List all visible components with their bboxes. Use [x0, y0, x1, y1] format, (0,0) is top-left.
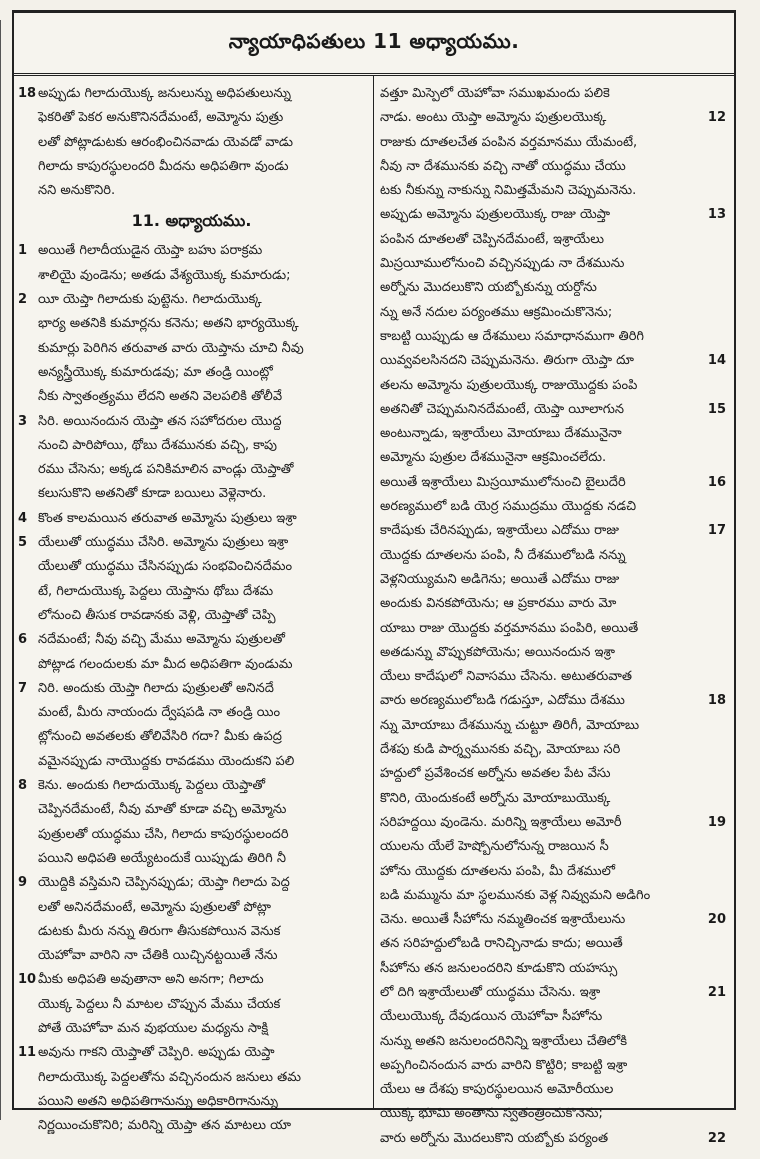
line-text: నీకు స్వాతంత్ర్యము లేదని అతని వెలపలికి తోలీవే — [38, 389, 283, 405]
line-text: పోతే యెహోవా మన వుభయుల మధ్యను సాక్షి — [38, 1020, 269, 1036]
line-text: వారు అరణ్యములోబడి గడుస్తూ, ఎదోము దేశము — [380, 693, 625, 709]
line-text: టకు నీకున్ను నాకున్ను నిమిత్తమేమని చెప్పుమనెను. — [380, 183, 637, 199]
text-line — [18, 482, 365, 506]
line-text: నీవు నా దేశమునకు వచ్చి నాతో యుద్ధము చేయు — [380, 158, 626, 174]
line-text: యేలుతో యుద్ధము చేసిరి. అమ్మోను పుత్రులు ఇశ్రా — [38, 535, 289, 551]
text-line — [18, 1066, 365, 1090]
line-text: గిలాదుయొక్క పెద్దలతోను వచ్చినందున జనులు తమ — [38, 1069, 301, 1085]
text-line — [380, 252, 726, 276]
text-line — [18, 798, 365, 822]
verse-number: 9 — [18, 875, 28, 891]
line-text: శాలియై వుండెను; అతడు వేశ్యయొక్క కుమారుడు; — [38, 267, 291, 283]
line-text: పుత్రులతో యుద్ధము చేసి, గిలాదు కాపురస్థులందరి — [38, 826, 289, 842]
line-text: అప్పుడు గిలాదుయొక్క జనులున్ను అధిపతులున్ను — [38, 86, 291, 101]
text-line — [18, 531, 365, 555]
line-text: ట్లోనుంచి అవతలకు తోలివేసిరి గదా? మీకు ఉపద్ర — [38, 729, 282, 745]
text-line — [380, 835, 726, 859]
text-line — [18, 555, 365, 579]
line-text: అరణ్యములో బడి యెర్ర సముద్రము యొద్దకు నడచి — [380, 499, 637, 515]
verse-number: 18 — [707, 693, 726, 709]
line-text: కాదేషుకు చేరినప్పుడు, ఇశ్రాయేలు ఎదోము రాజు — [380, 523, 619, 539]
text-line — [380, 738, 726, 762]
verse-number: 20 — [707, 912, 726, 928]
line-text: యివ్వవలసినదని చెప్పుమనెను. తిరుగా యెప్తా దూ — [380, 353, 634, 369]
page-margin-edge — [0, 20, 11, 1120]
text-line — [380, 179, 726, 203]
text-line — [380, 568, 726, 592]
line-text: నిర్ణయించుకొనిరి; మరిన్ని యెప్తా తన మాటలు యా — [38, 1118, 292, 1134]
text-line — [380, 325, 726, 349]
text-line — [380, 617, 726, 641]
text-line — [380, 884, 726, 908]
text-line — [380, 957, 726, 981]
text-line — [18, 823, 365, 847]
text-line — [380, 932, 726, 956]
text-line — [380, 689, 726, 713]
text-line — [18, 725, 365, 749]
line-text: కొంత కాలమయిన తరువాత అమ్మోను పుత్రులు ఇశ్రా — [38, 510, 297, 526]
text-line — [380, 860, 726, 884]
text-line — [380, 301, 726, 325]
text-line — [18, 774, 365, 798]
text-line — [18, 701, 365, 725]
verse-number: 18 — [18, 86, 37, 101]
text-line — [18, 385, 365, 409]
text-line — [380, 787, 726, 811]
text-line — [18, 847, 365, 871]
text-line — [380, 908, 726, 932]
line-text: అయితే గిలాదీయుడైన యెప్తా బహు పరాక్రమ — [38, 243, 263, 259]
line-text: నున్ను అతని జనులందరినిన్ని ఇశ్రాయేలు చేతిలోకి — [380, 1033, 627, 1049]
verse-number: 8 — [18, 778, 28, 794]
line-text: బడి మమ్మును మా స్థలమునకు వెళ్ల నివ్వుమని అడిగిం — [380, 887, 651, 903]
line-text: లతో అనినదేమంటే, అమ్మోను పుత్రులతో పోట్లా — [38, 899, 271, 915]
text-line — [18, 1090, 365, 1114]
verse-number: 10 — [18, 972, 37, 988]
line-text: నని అనుకొనిరి. — [38, 183, 116, 199]
text-line — [380, 1078, 726, 1102]
text-line — [380, 374, 726, 398]
text-line — [18, 264, 365, 288]
verse-number: 22 — [707, 1130, 726, 1146]
verse-number: 12 — [707, 110, 726, 126]
text-columns — [14, 76, 734, 1146]
text-line — [18, 131, 365, 155]
verse-number: 7 — [18, 680, 28, 696]
line-text: యేలు ఆ దేశపు కాపురస్థులయిన అమోరీయుల — [380, 1082, 614, 1098]
text-line — [18, 239, 365, 263]
text-line — [18, 944, 365, 968]
line-text: న్ను మోయాబు దేశమున్ను చుట్టూ తిరిగీ, మోయాబు — [380, 717, 640, 733]
line-text: లతో పోట్లాడుటకు ఆరంభించినవాడు యెవడో వాడు — [38, 134, 294, 150]
text-line — [380, 1030, 726, 1054]
page-title: న్యాయాధిపతులు 11 అధ్యాయము. — [14, 13, 734, 76]
text-line — [380, 592, 726, 616]
line-text: అతనితో చెప్పుమనినదేమంటే, యెప్తా యీలాగున — [380, 401, 624, 417]
line-text: అప్పగించినందున వారు వారిని కొట్టిరి; కాబట్టి ఇశ్రా — [380, 1057, 628, 1073]
line-text: అర్నోను మొదలుకొని యబ్బోకున్ను యర్దోను — [380, 280, 597, 296]
text-line — [380, 714, 726, 738]
line-text: సీహోను తన జనులందరిని కూడుకొని యహస్సు — [380, 960, 618, 976]
line-text: సిరి. అయినందున యెప్తా తన సహోదరుల యొద్ద — [38, 413, 282, 429]
text-line — [18, 993, 365, 1017]
line-text: రాజుకు దూతలచేత పంపిన వర్తమానము యేమంటే, — [380, 134, 638, 150]
line-text: అప్పుడు అమ్మోను పుత్రులయొక్క రాజు యెప్తా — [380, 207, 611, 223]
text-line — [18, 677, 365, 701]
line-text: కెను. అందుకు గిలాదుయొక్క పెద్దలు యెప్తాతో — [38, 778, 266, 794]
line-text: యొద్దకు దూతలను పంపి, నీ దేశములోబడి నన్ను — [380, 547, 626, 563]
text-line — [380, 349, 726, 373]
line-text: యేలు కాదేషులో నివాసము చేసెను. అటుతరువాత — [380, 669, 633, 685]
text-line — [380, 762, 726, 786]
text-line — [18, 653, 365, 677]
text-line — [18, 628, 365, 652]
line-text: టే, గిలాదుయొక్క పెద్దలు యెప్తాను థోబు దేశమ — [38, 583, 274, 599]
line-text: పోట్లాడ గలందులకు మా మీద అధిపతిగా వుండుమ — [38, 656, 293, 672]
line-text: నాడు. అంటు యెప్తా అమ్మోను పుత్రులయొక్క — [380, 110, 607, 126]
text-line — [18, 179, 365, 203]
line-text: వమైనప్పుడు నాయొద్దకు రావడము యెందుకని పలి — [38, 753, 295, 769]
line-text: అమ్మోను పుత్రుల దేశమునైనా ఆక్రమించలేదు. — [380, 450, 607, 466]
text-line — [380, 106, 726, 130]
text-line — [18, 361, 365, 385]
text-line — [380, 276, 726, 300]
text-line — [380, 1005, 726, 1029]
verse-number: 3 — [18, 413, 28, 429]
verse-number: 1 — [18, 243, 28, 259]
line-text: మీకు అధిపతి అవుతానా అని అనగా; గిలాదు — [38, 972, 264, 988]
verse-number: 14 — [707, 353, 726, 369]
line-text: కాబట్టి యిప్పుడు ఆ దేశములు సమాధానముగా తిరిగి — [380, 328, 645, 344]
text-line — [18, 410, 365, 434]
line-text: తన సరిహద్దులోబడి రానిచ్చినాడు కాదు; అయితే — [380, 936, 623, 952]
line-text: వెళ్లనియ్యుమని అడిగెను; అయితే ఎదోము రాజు — [380, 571, 620, 587]
text-line — [18, 1017, 365, 1041]
line-text: అంటున్నాడు, ఇశ్రాయేలు మోయాబు దేశమునైనా — [380, 426, 622, 442]
text-line — [18, 458, 365, 482]
verse-number: 6 — [18, 632, 28, 648]
text-line — [380, 131, 726, 155]
text-line — [380, 495, 726, 519]
line-text: యేలుయొక్క దేవుడయిన యెహోవా సీహోను — [380, 1009, 603, 1025]
text-line — [18, 106, 365, 130]
line-text: అతడున్ను వొప్పుకపోయెను; అయినందున ఇశ్రా — [380, 644, 615, 660]
text-line — [380, 544, 726, 568]
line-text: యులను యేలే హెష్బోనులోనున్న రాజయిన సీ — [380, 839, 609, 855]
text-line — [18, 968, 365, 992]
line-text: యొక్క పెద్దలు నీ మాటల చొప్పున మేము చేయక — [38, 996, 281, 1012]
verse-number: 2 — [18, 292, 28, 308]
text-line — [380, 228, 726, 252]
line-text: డుటకు మీరు నన్ను తిరుగా తీసుకపోయిన వెనుక — [38, 923, 281, 939]
line-text: హోను యొద్దకు దూతలను పంపి, మీ దేశములో — [380, 863, 615, 879]
text-line — [18, 155, 365, 179]
line-text: నదేమంటే; నీవు వచ్చి మేము అమ్మోను పుత్రులతో — [38, 632, 285, 648]
text-line — [380, 1102, 726, 1126]
text-line — [380, 422, 726, 446]
text-line — [18, 920, 365, 944]
line-text: నుంచి పారిపోయి, థోబు దేశమునకు వచ్చి, కాపు — [38, 437, 277, 453]
text-line — [380, 446, 726, 470]
text-line — [380, 1127, 726, 1151]
verse-number: 13 — [707, 207, 726, 223]
line-text: యేలుతో యుద్ధము చేసినప్పుడు సంభవించినదేమం — [38, 559, 293, 575]
text-line — [18, 750, 365, 774]
text-line — [380, 641, 726, 665]
text-line — [380, 519, 726, 543]
line-text: పయిని అతని అధిపతిగానున్ను అధికారిగానున్ను — [38, 1093, 279, 1109]
chapter-heading: 11. అధ్యాయము. — [131, 211, 252, 231]
verse-number: 17 — [707, 523, 726, 539]
line-text: భార్య అతనికి కుమార్లను కనెను; అతని భార్యయొక్క — [38, 316, 299, 332]
verse-number: 15 — [707, 401, 726, 417]
text-line — [18, 288, 365, 312]
line-text: నిరి. అందుకు యెప్తా గిలాదు పుత్రులతో అనినదే — [38, 680, 274, 696]
verse-number: 16 — [707, 474, 726, 490]
book-page — [12, 10, 736, 1146]
text-line — [18, 1114, 365, 1138]
line-text: యెహోవా వారిని నా చేతికి యిచ్చినట్టయితే నేను — [38, 948, 278, 964]
line-text: కలుసుకొని అతనితో కూడా బయిలు వెళ్లెనారు. — [38, 486, 267, 502]
line-text: అవును గాకని యెప్తాతో చెప్పిరి. అప్పుడు యెప్తా — [38, 1045, 275, 1061]
line-text: యొద్దికి వస్తిమని చెప్పినప్పుడు; యెప్తా గిలాదు పెద్ద — [38, 875, 290, 891]
text-line — [18, 580, 365, 604]
text-line — [380, 471, 726, 495]
line-text: ఫెకరితో పెకర అనుకొనినదేమంటే, అమ్మోను పుత్రు — [38, 110, 284, 126]
text-line — [380, 665, 726, 689]
line-text: పంపిన దూతలతో చెప్పినదేమంటే, ఇశ్రాయేలు — [380, 231, 604, 247]
text-line — [18, 337, 365, 361]
line-text: యొక్క భూమి అంతాను స్వతంత్రించుకొనెను; — [380, 1106, 603, 1122]
line-text: తలను అమ్మోను పుత్రులయొక్క రాజుయొద్దకు పంపి — [380, 377, 638, 393]
line-text: లోనుంచి తీసుక రావడానకు వెళ్లి, యెప్తాతో చెప్పి — [38, 607, 276, 623]
text-line — [18, 507, 365, 531]
line-text: అందుకు వినకపోయెను; ఆ ప్రకారము వారు మో — [380, 596, 617, 612]
text-line — [18, 434, 365, 458]
text-line — [18, 1041, 365, 1065]
text-line — [380, 398, 726, 422]
line-text: చెప్పినదేమంటే, నీవు మాతో కూడా వచ్చి అమ్మోను — [38, 802, 287, 818]
verse-number: 19 — [707, 814, 726, 830]
text-line — [18, 82, 365, 106]
text-line — [18, 896, 365, 920]
line-text: మిస్రయీములోనుంచి వచ్చినప్పుడు నా దేశమును — [380, 256, 625, 272]
text-line — [380, 203, 726, 227]
line-text: వత్తూ మిస్పెలో యెహోవా సముఖమందు పలికె — [380, 86, 610, 101]
line-text: కొనిరి, యెందుకంటే అర్నోను మోయాబుయొక్క — [380, 790, 611, 806]
left-column — [14, 76, 374, 1134]
line-text: అయితే ఇశ్రాయేలు మిస్రయీములోనుంచి బైలుదేరి — [380, 474, 626, 490]
verse-number: 21 — [707, 984, 726, 1000]
line-text: చెను. అయితే సీహోను నమ్మతించక ఇశ్రాయేలును — [380, 912, 626, 928]
text-line — [18, 312, 365, 336]
line-text: గిలాదు కాపురస్థులందరి మీదను అధిపతిగా వుండు — [38, 158, 289, 174]
line-text: కుమార్లు పెరిగిన తరువాత వారు యెప్తాను చూచి నీవు — [38, 340, 304, 356]
verse-number: 4 — [18, 510, 28, 526]
text-line — [380, 82, 726, 106]
line-text: లో దిగి ఇశ్రాయేలుతో యుద్ధము చేసెను. ఇశ్రా — [380, 984, 601, 1000]
line-text: మంటే, మీరు నాయందు ద్వేషపడి నా తండ్రి యిం — [38, 705, 281, 721]
line-text: వారు అర్నోను మొదలుకొని యబ్బోకు పర్యంత — [380, 1130, 609, 1146]
text-line — [380, 811, 726, 835]
line-text: రము చేసెను; అక్కడ పనికిమాలిన వాండ్లు యెప్తాతో — [38, 462, 294, 478]
text-line — [380, 981, 726, 1005]
line-text: హద్దులో ప్రవేశించక అర్నోను అవతల పేట వేసు — [380, 766, 611, 782]
text-line — [380, 155, 726, 179]
text-line — [18, 871, 365, 895]
line-text: పయిని అధిపతి అయ్యేటందుకే యిప్పుడు తిరిగి నీ — [38, 850, 286, 866]
line-text: న్ను అనే నదుల పర్యంతము ఆక్రమించుకొనెను; — [380, 304, 613, 320]
verse-number: 11 — [18, 1045, 37, 1061]
line-text: దేశపు కుడి పార్శ్వమునకు వచ్చి, మోయాబు సరి — [380, 742, 621, 758]
line-text: సరిహద్దయి వుండెను. మరిన్ని ఇశ్రాయేలు అమోరీ — [380, 814, 622, 830]
line-text: అన్యస్త్రీయొక్క కుమారుడవు; మా తండ్రి యింట్లో — [38, 364, 273, 380]
right-column — [374, 76, 734, 1146]
line-text: యీ యెప్తా గిలాదుకు పుట్టెను. గిలాదుయొక్క — [38, 292, 262, 308]
text-line — [380, 1054, 726, 1078]
text-line — [18, 604, 365, 628]
line-text: యాబు రాజు యొద్దకు వర్తమానము పంపిరి, అయితే — [380, 620, 639, 636]
verse-number: 5 — [18, 535, 28, 551]
